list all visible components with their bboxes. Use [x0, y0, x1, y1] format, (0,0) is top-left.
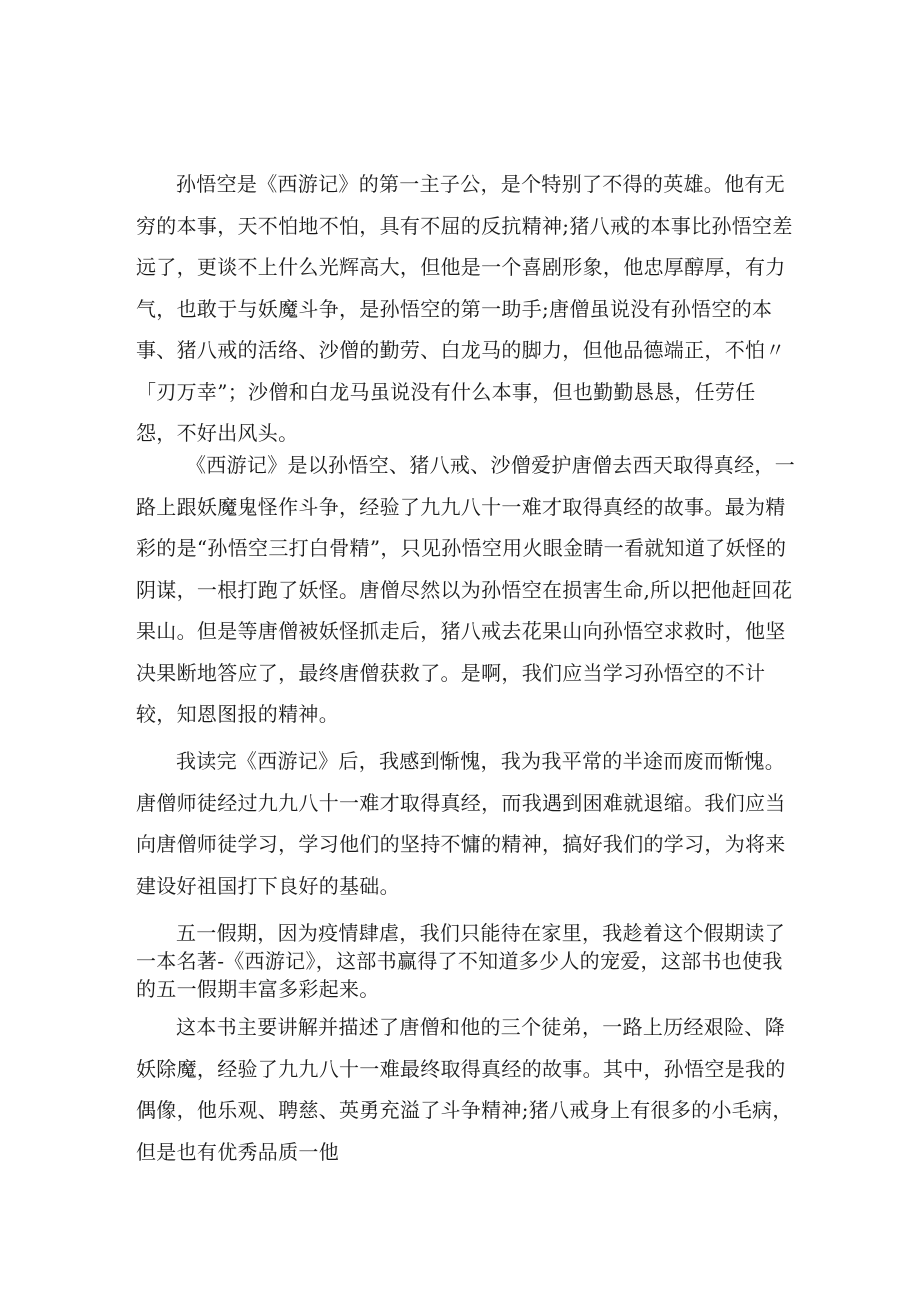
paragraph-book-description: 这本书主要讲解并描述了唐僧和他的三个徒弟，一路上历经艰险、降妖除魔，经验了九九八十一难最终取得真经的故事。其中，孙悟空是我的偶像，他乐观、聘慈、英勇充溢了斗争精神;猪八戒身上有很多的小毛病，但是也有优秀品质一他	[136, 1015, 793, 1164]
paragraph-reflection: 我读完《西游记》后，我感到惭愧，我为我平常的半途而废而惭愧。唐僧师徒经过九九八十一难才取得真经，而我遇到困难就退缩。我们应当向唐僧师徒学习，学习他们的坚持不慵的精神，搞好我们的学习，为将来建设好祖国打下良好的基础。	[136, 749, 786, 898]
paragraph-story-summary: 《西游记》是以孙悟空、猪八戒、沙僧爱护唐僧去西天取得真经，一路上跟妖魔鬼怪作斗争，经验了九九八十一难才取得真经的故事。最为精彩的是“孙悟空三打白骨精”，只见孙悟空用火眼金睛一看就知道了妖怪的阴谋，一根打跑了妖怪。唐僧尽然以为孙悟空在损害生命,所以把他赶回花果山。但是等唐僧被妖怪抓走后，猪八戒去花果山向孙悟空求救时，他坚决果断地答应了，最终唐僧获救了。是啊，我们应当学习孙悟空的不计较，知恩图报的精神。	[136, 453, 795, 726]
paragraph-characters: 孙悟空是《西游记》的第一主子公，是个特别了不得的英雄。他有无穷的本事，天不怕地不怕，具有不屈的反抗精神;猪八戒的本事比孙悟空差远了，更谈不上什么光辉高大，但他是一个喜剧形象，他忠厚醇厚，有力气，也敢于与妖魔斗争，是孙悟空的第一助手;唐僧虽说没有孙悟空的本事、猪八戒的活络、沙僧的勤劳、白龙马的脚力，但他品德端正，不怕〃「刃万幸”；沙僧和白龙马虽说没有什么本事，但也勤勤恳恳，任劳任怨，不好出风头。	[136, 172, 793, 445]
paragraph-holiday-reading: 五一假期，因为疫情肆虐，我们只能待在家里，我趁着这个假期读了一本名著-《西游记》，这部书赢得了不知道多少人的宠爱，这部书也使我的五一假期丰富多彩起来。	[136, 921, 785, 1001]
